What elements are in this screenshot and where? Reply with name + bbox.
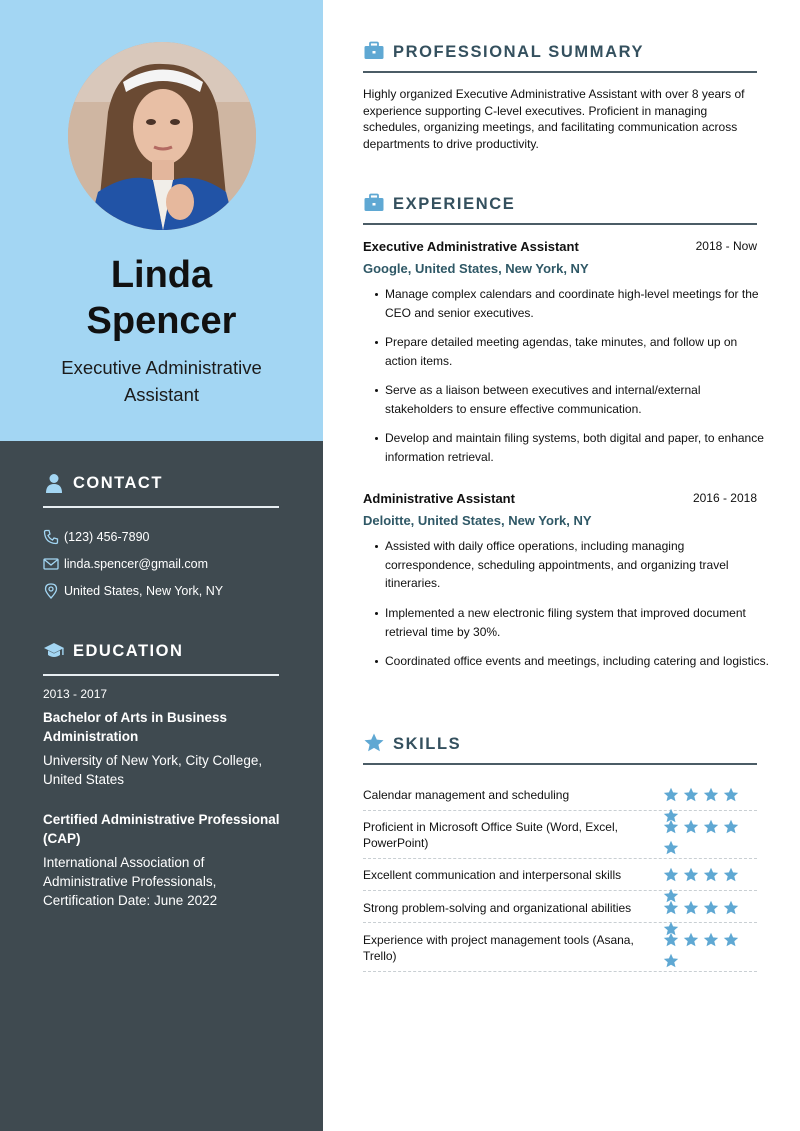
skill-row xyxy=(363,787,757,811)
star-icon xyxy=(723,787,739,803)
briefcase-icon xyxy=(363,40,385,62)
phone-icon xyxy=(43,529,59,545)
skill-rating xyxy=(659,900,757,916)
experience-heading-label: EXPERIENCE xyxy=(393,195,516,213)
star-icon xyxy=(663,819,679,835)
job-role: Executive Administrative Assistant xyxy=(61,357,262,405)
star-icon xyxy=(663,867,679,883)
job-bullet: Manage complex calendars and coordinate high-level meetings for the CEO and senior executives. xyxy=(385,285,770,322)
experience-heading xyxy=(363,197,757,225)
summary-heading-label: PROFESSIONAL SUMMARY xyxy=(393,43,645,61)
envelope-icon xyxy=(43,556,59,572)
school-name: University of New York, City College, United States xyxy=(43,753,263,787)
star-icon xyxy=(703,819,719,835)
skill-row xyxy=(363,867,757,891)
briefcase-icon xyxy=(363,192,385,214)
map-pin-icon xyxy=(43,583,59,599)
certification-org: International Association of Administrative Professionals, Certification Date: June 2022 xyxy=(43,855,218,908)
job-bullet: Serve as a liaison between executives and internal/external stakeholders to ensure effective communication. xyxy=(385,381,770,418)
sidebar xyxy=(0,0,323,1131)
job-company: Google, United States, New York, NY xyxy=(363,261,589,276)
job-company: Deloitte, United States, New York, NY xyxy=(363,513,592,528)
star-icon xyxy=(703,867,719,883)
job-dates: 2018 - Now xyxy=(695,239,757,253)
skill-row xyxy=(363,932,757,972)
contact-heading xyxy=(43,474,279,508)
star-icon xyxy=(683,900,699,916)
skill-row xyxy=(363,819,757,859)
star-icon xyxy=(663,840,679,856)
summary-heading xyxy=(363,45,757,73)
education-heading-label: EDUCATION xyxy=(73,642,184,660)
star-icon xyxy=(723,819,739,835)
star-icon xyxy=(703,900,719,916)
full-name xyxy=(0,252,323,344)
education-years: 2013 - 2017 xyxy=(43,687,108,701)
job-bullet: Implemented a new electronic filing system that improved document retrieval time by 30%. xyxy=(385,604,770,641)
job-bullet: Assisted with daily office operations, including managing correspondence, scheduling appointments, and organizing travel itineraries. xyxy=(385,537,770,593)
job-bullet: Prepare detailed meeting agendas, take minutes, and follow up on action items. xyxy=(385,333,770,370)
degree-title: Bachelor of Arts in Business Administration xyxy=(43,710,228,744)
star-icon xyxy=(683,787,699,803)
job-bullet: Develop and maintain filing systems, both digital and paper, to enhance information retrieval. xyxy=(385,429,770,466)
star-icon xyxy=(663,900,679,916)
job-title: Executive Administrative Assistant xyxy=(363,239,579,254)
skill-name: Experience with project management tools (Asana, Trello) xyxy=(363,933,634,963)
star-icon xyxy=(723,867,739,883)
star-icon xyxy=(703,787,719,803)
summary-text: Highly organized Executive Administrative Assistant with over 8 years of experience supporting C-level executives. Proficient in managing schedules, organizing meetings, and facilitating communication across departments to drive productivity. xyxy=(363,87,745,151)
job-dates: 2016 - 2018 xyxy=(692,491,757,505)
location-text: United States, New York, NY xyxy=(64,584,224,598)
person-icon xyxy=(43,472,65,494)
star-icon xyxy=(363,732,385,754)
star-icon xyxy=(663,787,679,803)
graduation-cap-icon xyxy=(43,640,65,662)
email-text: linda.spencer@gmail.com xyxy=(64,557,209,571)
skill-name: Proficient in Microsoft Office Suite (Word, Excel, PowerPoint) xyxy=(363,820,618,850)
skills-heading xyxy=(363,737,757,765)
skill-rating xyxy=(659,932,757,948)
skill-name: Excellent communication and interpersonal skills xyxy=(363,868,622,882)
profile-photo xyxy=(68,42,256,230)
star-icon xyxy=(683,867,699,883)
skill-rating xyxy=(659,787,757,803)
certification-title: Certified Administrative Professional (CAP) xyxy=(43,812,280,846)
first-name: Linda xyxy=(110,254,213,296)
star-icon xyxy=(683,932,699,948)
star-icon xyxy=(723,932,739,948)
star-icon xyxy=(703,932,719,948)
skill-name: Calendar management and scheduling xyxy=(363,788,570,802)
job-bullet: Coordinated office events and meetings, including catering and logistics. xyxy=(385,652,770,671)
main-content xyxy=(323,0,800,1131)
skill-rating xyxy=(659,867,757,883)
skill-row xyxy=(363,900,757,923)
skills-heading-label: SKILLS xyxy=(393,735,462,753)
education-heading xyxy=(43,642,279,676)
last-name: Spencer xyxy=(86,300,237,342)
job-title: Administrative Assistant xyxy=(363,491,515,506)
contact-heading-label: CONTACT xyxy=(73,474,163,492)
star-icon xyxy=(663,953,679,969)
star-icon xyxy=(663,932,679,948)
skill-rating xyxy=(659,819,757,835)
star-icon xyxy=(683,819,699,835)
sidebar-header xyxy=(0,0,323,441)
skill-name: Strong problem-solving and organizational abilities xyxy=(363,901,632,915)
phone-text: (123) 456-7890 xyxy=(64,530,150,544)
star-icon xyxy=(723,900,739,916)
